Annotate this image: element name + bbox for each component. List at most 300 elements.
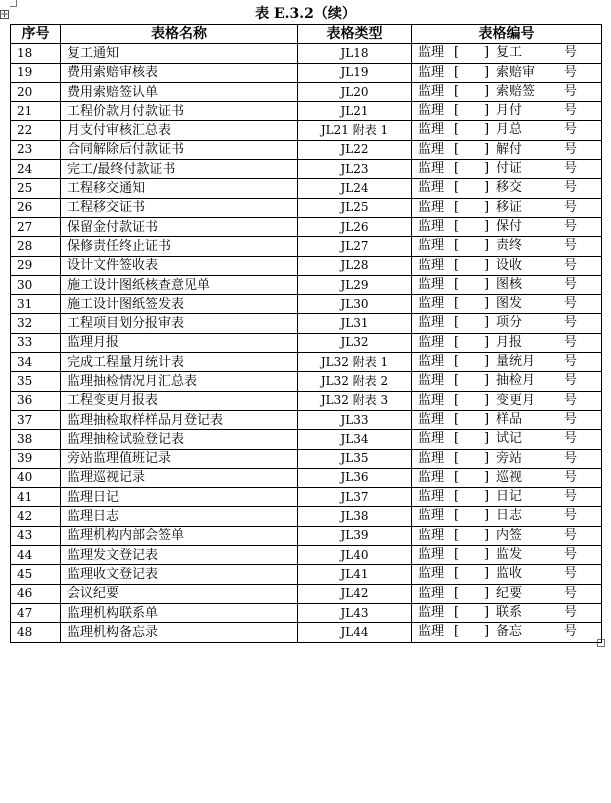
- code-suffix: 号: [564, 334, 578, 350]
- row-no: 26: [11, 198, 61, 217]
- code-suffix: 号: [564, 469, 578, 485]
- code-prefix: 监理: [418, 450, 445, 466]
- code-bracket-close: ]: [484, 257, 490, 273]
- row-name: 监理收文登记表: [61, 565, 298, 584]
- code-abbr: 移证: [496, 199, 523, 215]
- table-move-handle-icon[interactable]: ✛: [1, 10, 8, 19]
- code-bracket-open: [: [454, 180, 460, 196]
- row-code: [412, 410, 602, 429]
- code-prefix: 监理: [418, 103, 445, 119]
- code-abbr: 监收: [496, 566, 523, 582]
- code-abbr: 保付: [496, 218, 523, 234]
- row-type: JL39: [298, 526, 412, 545]
- table-row: [11, 44, 602, 63]
- code-abbr: 复工: [496, 45, 523, 61]
- code-suffix: 号: [564, 392, 578, 408]
- table-row: [11, 507, 602, 526]
- code-abbr: 旁站: [496, 450, 523, 466]
- row-no: 23: [11, 140, 61, 159]
- row-no: 37: [11, 410, 61, 429]
- row-code: [412, 314, 602, 333]
- row-type: JL32: [298, 333, 412, 352]
- code-bracket-close: ]: [484, 45, 490, 61]
- table-row: [11, 275, 602, 294]
- code-abbr: 联系: [496, 604, 523, 620]
- row-name: 监理抽检取样样品月登记表: [61, 410, 298, 429]
- code-prefix: 监理: [418, 411, 445, 427]
- row-code: [412, 275, 602, 294]
- code-bracket-open: [: [454, 296, 460, 312]
- code-bracket-close: ]: [484, 83, 490, 99]
- code-abbr: 巡视: [496, 469, 523, 485]
- code-prefix: 监理: [418, 296, 445, 312]
- row-type: JL30: [298, 295, 412, 314]
- code-bracket-open: [: [454, 604, 460, 620]
- row-code: [412, 584, 602, 603]
- row-type: JL21 附表 1: [298, 121, 412, 140]
- row-no: 40: [11, 468, 61, 487]
- code-bracket-open: [: [454, 238, 460, 254]
- code-abbr: 量统月: [496, 354, 536, 370]
- row-type: JL34: [298, 430, 412, 449]
- row-no: 46: [11, 584, 61, 603]
- code-suffix: 号: [564, 354, 578, 370]
- row-code: [412, 102, 602, 121]
- row-type: JL40: [298, 546, 412, 565]
- code-suffix: 号: [564, 296, 578, 312]
- code-bracket-close: ]: [484, 604, 490, 620]
- code-suffix: 号: [564, 257, 578, 273]
- row-name: 监理日记: [61, 488, 298, 507]
- row-no: 34: [11, 353, 61, 372]
- row-type: JL31: [298, 314, 412, 333]
- row-no: 30: [11, 275, 61, 294]
- row-name: 费用索赔审核表: [61, 63, 298, 82]
- row-code: [412, 44, 602, 63]
- code-suffix: 号: [564, 161, 578, 177]
- row-type: JL38: [298, 507, 412, 526]
- code-bracket-open: [: [454, 354, 460, 370]
- row-code: [412, 63, 602, 82]
- row-code: [412, 507, 602, 526]
- row-no: 35: [11, 372, 61, 391]
- code-prefix: 监理: [418, 218, 445, 234]
- row-no: 41: [11, 488, 61, 507]
- code-bracket-close: ]: [484, 218, 490, 234]
- row-type: JL26: [298, 217, 412, 236]
- header-no: 序号: [11, 25, 61, 44]
- row-code: [412, 237, 602, 256]
- row-name: 工程变更月报表: [61, 391, 298, 410]
- code-suffix: 号: [564, 624, 578, 640]
- table-row: [11, 546, 602, 565]
- table-row: [11, 82, 602, 101]
- row-code: [412, 372, 602, 391]
- row-no: 42: [11, 507, 61, 526]
- row-name: 监理巡视记录: [61, 468, 298, 487]
- row-type: JL27: [298, 237, 412, 256]
- code-abbr: 图发: [496, 296, 523, 312]
- code-suffix: 号: [564, 547, 578, 563]
- code-bracket-open: [: [454, 450, 460, 466]
- table-row: [11, 63, 602, 82]
- row-type: JL29: [298, 275, 412, 294]
- code-bracket-close: ]: [484, 354, 490, 370]
- code-bracket-close: ]: [484, 469, 490, 485]
- row-type: JL28: [298, 256, 412, 275]
- code-prefix: 监理: [418, 604, 445, 620]
- code-abbr: 付证: [496, 161, 523, 177]
- code-bracket-close: ]: [484, 373, 490, 389]
- table-row: [11, 565, 602, 584]
- code-bracket-close: ]: [484, 334, 490, 350]
- code-bracket-open: [: [454, 431, 460, 447]
- row-name: 监理发文登记表: [61, 546, 298, 565]
- row-code: [412, 565, 602, 584]
- form-index-table: [10, 24, 602, 643]
- row-code: [412, 353, 602, 372]
- table-title: 表 E.3.2（续）: [255, 6, 356, 22]
- code-bracket-close: ]: [484, 238, 490, 254]
- row-code: [412, 391, 602, 410]
- row-no: 18: [11, 44, 61, 63]
- table-row: [11, 353, 602, 372]
- code-prefix: 监理: [418, 334, 445, 350]
- row-name: 监理抽检试验登记表: [61, 430, 298, 449]
- row-code: [412, 488, 602, 507]
- code-suffix: 号: [564, 141, 578, 157]
- table-row: [11, 179, 602, 198]
- code-suffix: 号: [564, 566, 578, 582]
- code-bracket-open: [: [454, 469, 460, 485]
- code-bracket-close: ]: [484, 624, 490, 640]
- table-row: [11, 372, 602, 391]
- code-suffix: 号: [564, 604, 578, 620]
- table-row: [11, 256, 602, 275]
- row-no: 36: [11, 391, 61, 410]
- code-bracket-open: [: [454, 334, 460, 350]
- code-prefix: 监理: [418, 585, 445, 601]
- row-no: 48: [11, 623, 61, 642]
- table-row: [11, 198, 602, 217]
- code-bracket-open: [: [454, 547, 460, 563]
- row-no: 39: [11, 449, 61, 468]
- code-abbr: 月报: [496, 334, 523, 350]
- row-type: JL20: [298, 82, 412, 101]
- code-abbr: 纪要: [496, 585, 523, 601]
- row-name: 工程项目划分报审表: [61, 314, 298, 333]
- code-prefix: 监理: [418, 276, 445, 292]
- code-bracket-close: ]: [484, 315, 490, 331]
- table-header-row: [11, 25, 602, 44]
- code-suffix: 号: [564, 373, 578, 389]
- row-name: 监理日志: [61, 507, 298, 526]
- code-suffix: 号: [564, 276, 578, 292]
- code-bracket-close: ]: [484, 450, 490, 466]
- row-no: 28: [11, 237, 61, 256]
- row-code: [412, 121, 602, 140]
- code-bracket-close: ]: [484, 489, 490, 505]
- code-prefix: 监理: [418, 141, 445, 157]
- table-row: [11, 314, 602, 333]
- header-type: 表格类型: [298, 25, 412, 44]
- code-abbr: 月总: [496, 122, 523, 138]
- code-bracket-open: [: [454, 218, 460, 234]
- table-row: [11, 391, 602, 410]
- table-row: [11, 333, 602, 352]
- code-bracket-close: ]: [484, 122, 490, 138]
- row-no: 19: [11, 63, 61, 82]
- code-abbr: 日记: [496, 489, 523, 505]
- code-bracket-close: ]: [484, 199, 490, 215]
- code-bracket-close: ]: [484, 585, 490, 601]
- row-type: JL24: [298, 179, 412, 198]
- code-abbr: 监发: [496, 547, 523, 563]
- row-type: JL33: [298, 410, 412, 429]
- row-code: [412, 333, 602, 352]
- code-suffix: 号: [564, 527, 578, 543]
- row-type: JL23: [298, 160, 412, 179]
- row-no: 27: [11, 217, 61, 236]
- row-name: 监理机构联系单: [61, 603, 298, 622]
- code-bracket-open: [: [454, 257, 460, 273]
- table-row: [11, 217, 602, 236]
- code-abbr: 日志: [496, 508, 523, 524]
- table-row: [11, 584, 602, 603]
- code-abbr: 抽检月: [496, 373, 536, 389]
- row-code: [412, 526, 602, 545]
- row-type: JL43: [298, 603, 412, 622]
- row-code: [412, 179, 602, 198]
- row-no: 21: [11, 102, 61, 121]
- code-bracket-close: ]: [484, 527, 490, 543]
- code-suffix: 号: [564, 450, 578, 466]
- table-row: [11, 160, 602, 179]
- row-code: [412, 82, 602, 101]
- row-code: [412, 256, 602, 275]
- code-abbr: 责终: [496, 238, 523, 254]
- code-abbr: 项分: [496, 315, 523, 331]
- row-name: 完工/最终付款证书: [61, 160, 298, 179]
- row-no: 45: [11, 565, 61, 584]
- row-name: 保修责任终止证书: [61, 237, 298, 256]
- code-bracket-open: [: [454, 411, 460, 427]
- code-suffix: 号: [564, 218, 578, 234]
- code-suffix: 号: [564, 199, 578, 215]
- code-prefix: 监理: [418, 373, 445, 389]
- code-bracket-close: ]: [484, 508, 490, 524]
- table-row: [11, 449, 602, 468]
- row-name: 完成工程量月统计表: [61, 353, 298, 372]
- code-bracket-close: ]: [484, 161, 490, 177]
- code-bracket-open: [: [454, 489, 460, 505]
- row-no: 29: [11, 256, 61, 275]
- table-row: [11, 237, 602, 256]
- row-type: JL32 附表 3: [298, 391, 412, 410]
- code-prefix: 监理: [418, 431, 445, 447]
- code-bracket-open: [: [454, 373, 460, 389]
- code-bracket-open: [: [454, 276, 460, 292]
- row-name: 合同解除后付款证书: [61, 140, 298, 159]
- code-bracket-close: ]: [484, 411, 490, 427]
- code-bracket-open: [: [454, 122, 460, 138]
- row-type: JL35: [298, 449, 412, 468]
- code-prefix: 监理: [418, 508, 445, 524]
- code-bracket-open: [: [454, 45, 460, 61]
- code-suffix: 号: [564, 64, 578, 80]
- row-type: JL22: [298, 140, 412, 159]
- code-bracket-open: [: [454, 566, 460, 582]
- code-bracket-open: [: [454, 624, 460, 640]
- header-code: 表格编号: [412, 25, 602, 44]
- row-no: 25: [11, 179, 61, 198]
- code-abbr: 解付: [496, 141, 523, 157]
- code-prefix: 监理: [418, 566, 445, 582]
- row-code: [412, 546, 602, 565]
- code-abbr: 设收: [496, 257, 523, 273]
- row-no: 44: [11, 546, 61, 565]
- row-name: 监理机构内部会签单: [61, 526, 298, 545]
- row-no: 31: [11, 295, 61, 314]
- table-row: [11, 468, 602, 487]
- table-row: [11, 488, 602, 507]
- table-row: [11, 526, 602, 545]
- code-prefix: 监理: [418, 315, 445, 331]
- row-code: [412, 623, 602, 642]
- table-row: [11, 121, 602, 140]
- code-prefix: 监理: [418, 469, 445, 485]
- row-type: JL32 附表 2: [298, 372, 412, 391]
- code-abbr: 备忘: [496, 624, 523, 640]
- code-bracket-open: [: [454, 103, 460, 119]
- row-name: 工程价款月付款证书: [61, 102, 298, 121]
- code-prefix: 监理: [418, 64, 445, 80]
- row-no: 43: [11, 526, 61, 545]
- code-suffix: 号: [564, 45, 578, 61]
- code-abbr: 月付: [496, 103, 523, 119]
- row-no: 33: [11, 333, 61, 352]
- table-row: [11, 410, 602, 429]
- code-prefix: 监理: [418, 238, 445, 254]
- row-no: 20: [11, 82, 61, 101]
- code-bracket-open: [: [454, 315, 460, 331]
- code-suffix: 号: [564, 508, 578, 524]
- row-name: 月支付审核汇总表: [61, 121, 298, 140]
- code-bracket-close: ]: [484, 141, 490, 157]
- code-bracket-close: ]: [484, 392, 490, 408]
- row-code: [412, 468, 602, 487]
- table-row: [11, 102, 602, 121]
- header-name: 表格名称: [61, 25, 298, 44]
- code-prefix: 监理: [418, 547, 445, 563]
- row-type: JL18: [298, 44, 412, 63]
- row-name: 监理机构备忘录: [61, 623, 298, 642]
- code-bracket-open: [: [454, 83, 460, 99]
- row-code: [412, 140, 602, 159]
- code-bracket-close: ]: [484, 547, 490, 563]
- row-name: 复工通知: [61, 44, 298, 63]
- code-suffix: 号: [564, 122, 578, 138]
- code-bracket-close: ]: [484, 103, 490, 119]
- row-name: 工程移交证书: [61, 198, 298, 217]
- row-code: [412, 449, 602, 468]
- code-prefix: 监理: [418, 624, 445, 640]
- code-bracket-close: ]: [484, 296, 490, 312]
- code-bracket-open: [: [454, 392, 460, 408]
- code-abbr: 移交: [496, 180, 523, 196]
- code-bracket-open: [: [454, 508, 460, 524]
- code-bracket-open: [: [454, 64, 460, 80]
- code-bracket-close: ]: [484, 276, 490, 292]
- row-type: JL41: [298, 565, 412, 584]
- code-prefix: 监理: [418, 489, 445, 505]
- code-abbr: 变更月: [496, 392, 536, 408]
- code-abbr: 索赔审: [496, 64, 536, 80]
- row-type: JL42: [298, 584, 412, 603]
- code-suffix: 号: [564, 238, 578, 254]
- code-bracket-open: [: [454, 585, 460, 601]
- code-bracket-close: ]: [484, 431, 490, 447]
- code-prefix: 监理: [418, 180, 445, 196]
- row-no: 32: [11, 314, 61, 333]
- code-prefix: 监理: [418, 122, 445, 138]
- row-code: [412, 295, 602, 314]
- row-no: 24: [11, 160, 61, 179]
- row-name: 费用索赔签认单: [61, 82, 298, 101]
- code-suffix: 号: [564, 411, 578, 427]
- code-bracket-open: [: [454, 199, 460, 215]
- row-code: [412, 160, 602, 179]
- row-type: JL37: [298, 488, 412, 507]
- code-bracket-open: [: [454, 161, 460, 177]
- code-suffix: 号: [564, 489, 578, 505]
- table-row: [11, 295, 602, 314]
- row-type: JL25: [298, 198, 412, 217]
- row-name: 监理月报: [61, 333, 298, 352]
- code-bracket-close: ]: [484, 64, 490, 80]
- row-name: 工程移交通知: [61, 179, 298, 198]
- row-name: 设计文件签收表: [61, 256, 298, 275]
- code-prefix: 监理: [418, 392, 445, 408]
- row-code: [412, 217, 602, 236]
- code-prefix: 监理: [418, 527, 445, 543]
- row-name: 施工设计图纸签发表: [61, 295, 298, 314]
- row-code: [412, 430, 602, 449]
- row-type: JL21: [298, 102, 412, 121]
- code-prefix: 监理: [418, 354, 445, 370]
- row-no: 22: [11, 121, 61, 140]
- code-prefix: 监理: [418, 45, 445, 61]
- code-prefix: 监理: [418, 257, 445, 273]
- row-code: [412, 198, 602, 217]
- code-prefix: 监理: [418, 199, 445, 215]
- code-bracket-close: ]: [484, 566, 490, 582]
- row-code: [412, 603, 602, 622]
- code-prefix: 监理: [418, 83, 445, 99]
- code-suffix: 号: [564, 103, 578, 119]
- code-abbr: 试记: [496, 431, 523, 447]
- row-name: 旁站监理值班记录: [61, 449, 298, 468]
- row-name: 施工设计图纸核查意见单: [61, 275, 298, 294]
- code-suffix: 号: [564, 315, 578, 331]
- table-row: [11, 603, 602, 622]
- code-abbr: 样品: [496, 411, 523, 427]
- code-suffix: 号: [564, 431, 578, 447]
- row-type: JL19: [298, 63, 412, 82]
- code-bracket-open: [: [454, 527, 460, 543]
- row-no: 47: [11, 603, 61, 622]
- code-abbr: 索赔签: [496, 83, 536, 99]
